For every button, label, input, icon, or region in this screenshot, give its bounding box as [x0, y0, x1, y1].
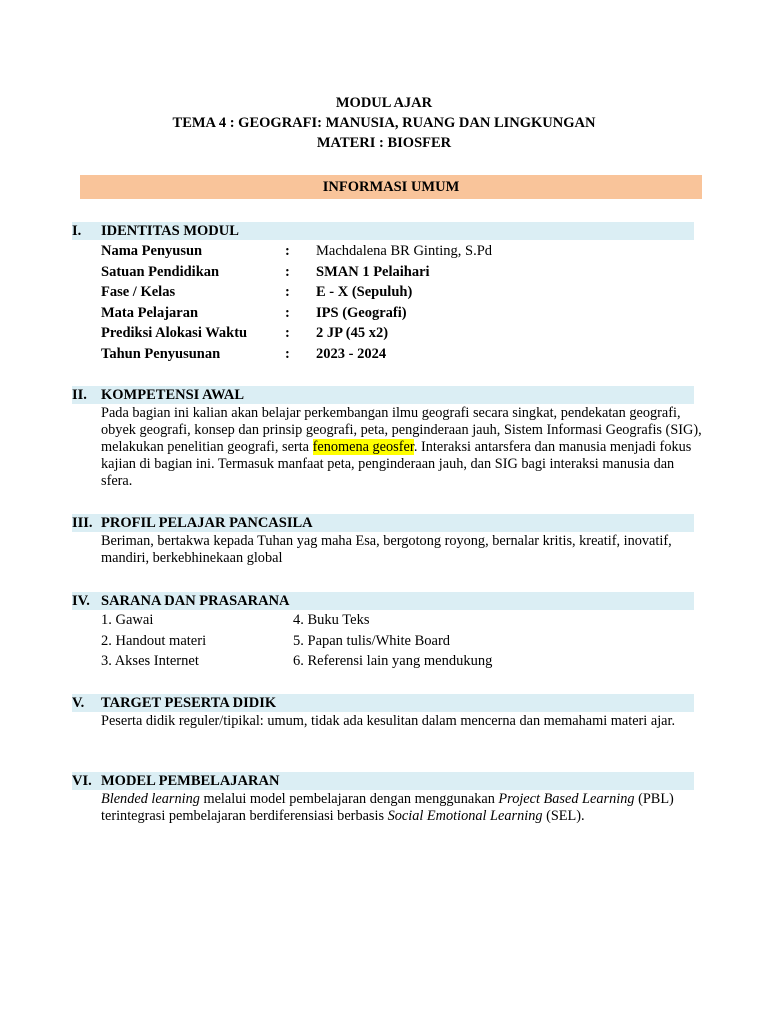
identity-value: E - X (Sepuluh)	[316, 284, 413, 300]
list-item-left: 1. Gawai	[101, 612, 154, 628]
section-profil	[72, 514, 694, 567]
identity-label: Tahun Penyusunan	[101, 345, 221, 362]
italic-term: Blended learning	[101, 791, 200, 807]
section-number: V.	[72, 695, 85, 711]
identity-label: Satuan Pendidikan	[101, 263, 220, 280]
section-title: TARGET PESERTA DIDIK	[101, 695, 277, 711]
italic-term: Social Emotional Learning	[387, 808, 543, 824]
identity-label: Fase / Kelas	[101, 284, 176, 300]
model-paragraph	[101, 791, 694, 825]
list-item	[101, 631, 694, 652]
identity-row	[101, 262, 694, 283]
title-line-1: MODUL AJAR	[335, 95, 433, 111]
identity-label: Mata Pelajaran	[101, 304, 199, 321]
italic-term: Project Based Learning	[498, 791, 635, 807]
profil-paragraph: Beriman, bertakwa kepada Tuhan yag maha Esa, bergotong royong, bernalar kritis, kreatif, inovatif, mandiri, berkebhinekaan global	[101, 533, 672, 566]
section-title: PROFIL PELAJAR PANCASILA	[101, 515, 313, 531]
section-number: III.	[72, 515, 93, 531]
section-number: IV.	[72, 593, 90, 609]
identity-value: SMAN 1 Pelaihari	[316, 263, 430, 280]
identity-colon: :	[285, 284, 290, 300]
identity-value: 2023 - 2024	[316, 345, 387, 362]
identity-row	[101, 241, 694, 262]
identity-value: IPS (Geografi)	[316, 304, 407, 321]
section-title: SARANA DAN PRASARANA	[101, 593, 290, 609]
section-header	[72, 514, 694, 532]
identity-value: 2 JP (45 x2)	[316, 325, 389, 341]
highlighted-text: fenomena geosfer	[312, 439, 414, 455]
section-kompetensi	[72, 386, 702, 490]
section-number: VI.	[72, 773, 92, 789]
paragraph-text: (PBL) terintegrasi pembelajaran berdiferensiasi berbasis	[101, 791, 674, 824]
identity-colon: :	[285, 263, 290, 280]
paragraph-text: (SEL).	[542, 808, 585, 824]
identity-label: Nama Penyusun	[101, 243, 203, 259]
section-header	[72, 694, 694, 712]
list-item-right: 4. Buku Teks	[293, 612, 370, 628]
identity-colon: :	[285, 304, 290, 321]
title-line-3: MATERI : BIOSFER	[316, 135, 452, 151]
identity-row	[101, 344, 694, 365]
identity-row	[101, 303, 694, 324]
section-header	[72, 592, 694, 610]
list-item-left: 3. Akses Internet	[101, 653, 199, 669]
list-item-right: 5. Papan tulis/White Board	[293, 632, 451, 649]
identity-row	[101, 323, 694, 344]
paragraph-text: Pada bagian ini kalian akan belajar perkembangan ilmu geografi secara singkat, pendekatan geografi, obyek geografi, konsep dan prinsip geografi, peta, penginderaan jauh, Sistem Informasi Geografis (SIG), melakukan penelitian geografi, serta	[101, 405, 702, 455]
section-number: II.	[72, 387, 87, 403]
list-item	[101, 651, 694, 672]
section-model	[72, 772, 694, 825]
document-title-block	[0, 93, 768, 153]
title-line-2: TEMA 4 : GEOGRAFI: MANUSIA, RUANG DAN LINGKUNGAN	[172, 115, 596, 131]
section-header	[72, 222, 694, 240]
section-title: IDENTITAS MODUL	[101, 223, 239, 239]
info-umum-bar: INFORMASI UMUM	[80, 175, 702, 199]
identity-colon: :	[285, 325, 290, 341]
section-title: KOMPETENSI AWAL	[101, 387, 245, 403]
section-number: I.	[72, 223, 82, 239]
target-paragraph: Peserta didik reguler/tipikal: umum, tidak ada kesulitan dalam mencerna dan memahami materi ajar.	[101, 713, 676, 729]
list-item-left: 2. Handout materi	[101, 632, 207, 649]
identity-colon: :	[285, 345, 290, 362]
identity-row	[101, 282, 694, 303]
section-target	[72, 694, 694, 730]
paragraph-text: . Interaksi antarsfera dan manusia menjadi fokus kajian di bagian ini. Termasuk manfaat peta, penginderaan jauh, dan SIG bagi interaksi manusia dan sfera.	[101, 439, 692, 489]
section-sarana	[72, 592, 694, 672]
section-identitas	[72, 222, 694, 364]
identity-table	[101, 241, 694, 364]
sarana-list	[101, 610, 694, 672]
paragraph-text: melalui model pembelajaran dengan menggunakan	[199, 791, 499, 807]
list-item-right: 6. Referensi lain yang mendukung	[293, 653, 493, 669]
identity-colon: :	[285, 243, 290, 259]
section-title: MODEL PEMBELAJARAN	[101, 773, 280, 789]
section-header	[72, 386, 694, 404]
kompetensi-paragraph	[101, 405, 702, 490]
list-item	[101, 610, 694, 631]
identity-label: Prediksi Alokasi Waktu	[101, 325, 248, 341]
section-header	[72, 772, 694, 790]
identity-value: Machdalena BR Ginting, S.Pd	[316, 243, 493, 259]
